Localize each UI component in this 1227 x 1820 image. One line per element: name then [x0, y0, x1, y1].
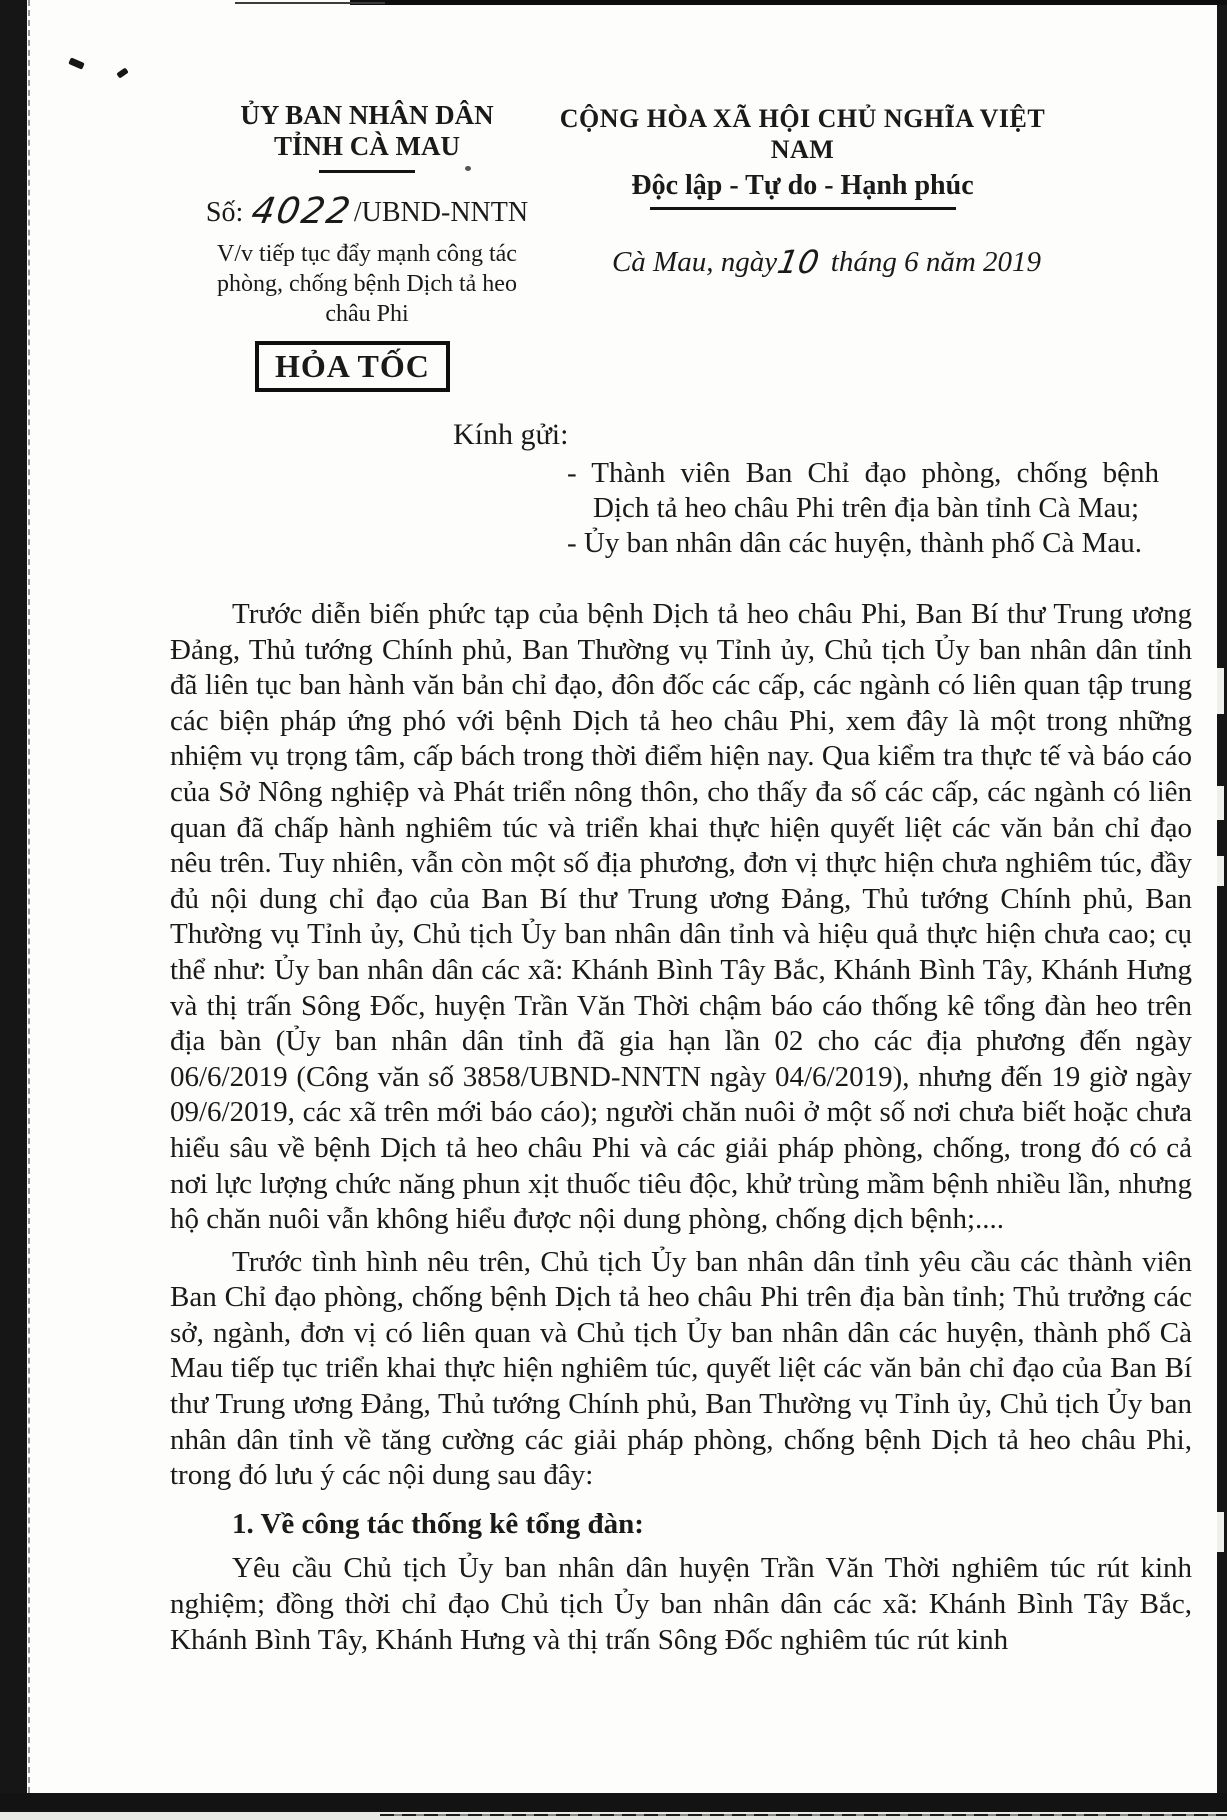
republic-title: CỘNG HÒA XÃ HỘI CHỦ NGHĨA VIỆT NAM: [559, 104, 1046, 164]
document-number-handwritten: 4022: [248, 191, 356, 232]
body-paragraph-3: Yêu cầu Chủ tịch Ủy ban nhân dân huyện Trần Văn Thời nghiêm túc rút kinh nghiệm; đồng thời chỉ đạo Chủ tịch Ủy ban nhân dân các xã: Khánh Bình Tây Bắc, Khánh Bình Tây, Khánh Hưng và thị trấn Sông Đốc nghiêm túc rút kinh: [170, 1552, 1192, 1656]
dateline-day-handwritten: 10: [774, 243, 823, 281]
scan-edge-notch: [1217, 1512, 1224, 1552]
urgency-stamp: HỎA TỐC: [255, 341, 450, 392]
subject-block: [167, 239, 567, 329]
republic-underline: [650, 207, 956, 210]
scan-edge-notch: [1217, 668, 1224, 714]
scan-edge-notch: [1217, 786, 1224, 820]
scan-speck: [116, 67, 128, 78]
issuer-header-block: [167, 100, 567, 329]
subject-line: châu Phi: [325, 301, 409, 327]
dateline: [545, 241, 1060, 279]
salutation: Kính gửi:: [453, 418, 569, 451]
dateline-prefix: Cà Mau, ngày: [611, 246, 778, 278]
document-page: [27, 0, 1217, 1793]
scan-speck: [68, 57, 85, 69]
document-body: [170, 597, 1192, 1658]
scan-bottom-speckle-line: [380, 1814, 1227, 1816]
issuer-underline: [319, 170, 415, 173]
scan-top-edge-thin: [235, 2, 385, 4]
scan-top-edge: [350, 0, 1227, 5]
dateline-suffix: tháng 6 năm 2019: [830, 246, 1042, 278]
body-paragraph-1: Trước diễn biến phức tạp của bệnh Dịch tả heo châu Phi, Ban Bí thư Trung ương Đảng, Thủ tướng Chính phủ, Ban Thường vụ Tỉnh ủy, Chủ tịch Ủy ban nhân dân tỉnh đã liên tục ban hành văn bản chỉ đạo, đôn đốc các cấp, các ngành có liên quan tập trung các biện pháp ứng phó với bệnh Dịch tả heo châu Phi, xem đây là một trong những nhiệm vụ trọng tâm, cấp bách trong thời điểm hiện nay. Qua kiểm tra thực tế và báo cáo của Sở Nông nghiệp và Phát triển nông thôn, cho thấy đa số các cấp, các ngành có liên quan đã chấp hành nghiêm túc và triển khai thực hiện quyết liệt các văn bản chỉ đạo nêu trên. Tuy nhiên, vẫn còn một số địa phương, đơn vị thực hiện chưa nghiêm túc, đầy đủ nội dung chỉ đạo của Ban Bí thư Trung ương Đảng, Thủ tướng Chính phủ, Ban Thường vụ Tỉnh ủy, Chủ tịch Ủy ban nhân dân tỉnh và hiệu quả thực hiện chưa cao; cụ thể như: Ủy ban nhân dân các xã: Khánh Bình Tây Bắc, Khánh Bình Tây, Khánh Hưng và thị trấn Sông Đốc, huyện Trần Văn Thời chậm báo cáo thống kê tổng đàn heo trên địa bàn (Ủy ban nhân dân tỉnh đã gia hạn lần 02 cho các địa phương đến ngày 06/6/2019 (Công văn số 3858/UBND-NNTN ngày 04/6/2019), nhưng đến 19 giờ ngày 09/6/2019, các xã trên mới báo cáo); người chăn nuôi ở một số nơi chưa biết hoặc chưa hiểu sâu về bệnh Dịch tả heo châu Phi và các giải pháp phòng, chống, trong đó có cả nơi lực lượng chức năng phun xịt thuốc tiêu độc, khử trùng mầm bệnh nhiều lần, nhưng hộ chăn nuôi vẫn không hiểu được nội dung phòng, chống dịch bệnh;....: [170, 598, 1192, 1236]
scan-bottom-strip: [0, 1793, 1227, 1812]
document-number-label: Số:: [205, 197, 244, 228]
document-number-suffix: /UBND-NNTN: [353, 197, 529, 228]
subject-line: V/v tiếp tục đẩy mạnh công tác: [217, 241, 517, 267]
republic-motto: Độc lập - Tự do - Hạnh phúc: [631, 170, 974, 201]
issuer-org-place: TỈNH CÀ MAU: [274, 131, 460, 161]
issuer-org-name: ỦY BAN NHÂN DÂN: [240, 100, 494, 130]
scan-edge-notch: [1217, 856, 1224, 886]
body-paragraph-2: Trước tình hình nêu trên, Chủ tịch Ủy ban nhân dân tỉnh yêu cầu các thành viên Ban Chỉ đạo phòng, chống bệnh Dịch tả heo châu Phi trên địa bàn tỉnh; Thủ trưởng các sở, ngành, đơn vị có liên quan và Chủ tịch Ủy ban nhân dân các huyện, thành phố Cà Mau tiếp tục triển khai thực hiện nghiêm túc, quyết liệt các văn bản chỉ đạo của Ban Bí thư Trung ương Đảng, Thủ tướng Chính phủ, Ban Thường vụ Tỉnh ủy, Chủ tịch Ủy ban nhân dân tỉnh về tăng cường các giải pháp phòng, chống bệnh Dịch tả heo châu Phi, trong đó lưu ý các nội dung sau đây:: [170, 1245, 1192, 1492]
republic-header-block: [545, 103, 1060, 279]
section-1-heading: 1. Về công tác thống kê tổng đàn:: [232, 1507, 644, 1540]
recipients-block: [567, 456, 1159, 561]
subject-line: phòng, chống bệnh Dịch tả heo: [217, 271, 517, 297]
document-number-line: [167, 189, 567, 230]
recipient-line: - Thành viên Ban Chỉ đạo phòng, chống bệnh Dịch tả heo châu Phi trên địa bàn tỉnh Cà Mau;: [567, 457, 1159, 524]
recipient-line: - Ủy ban nhân dân các huyện, thành phố Cà Mau.: [567, 527, 1143, 559]
